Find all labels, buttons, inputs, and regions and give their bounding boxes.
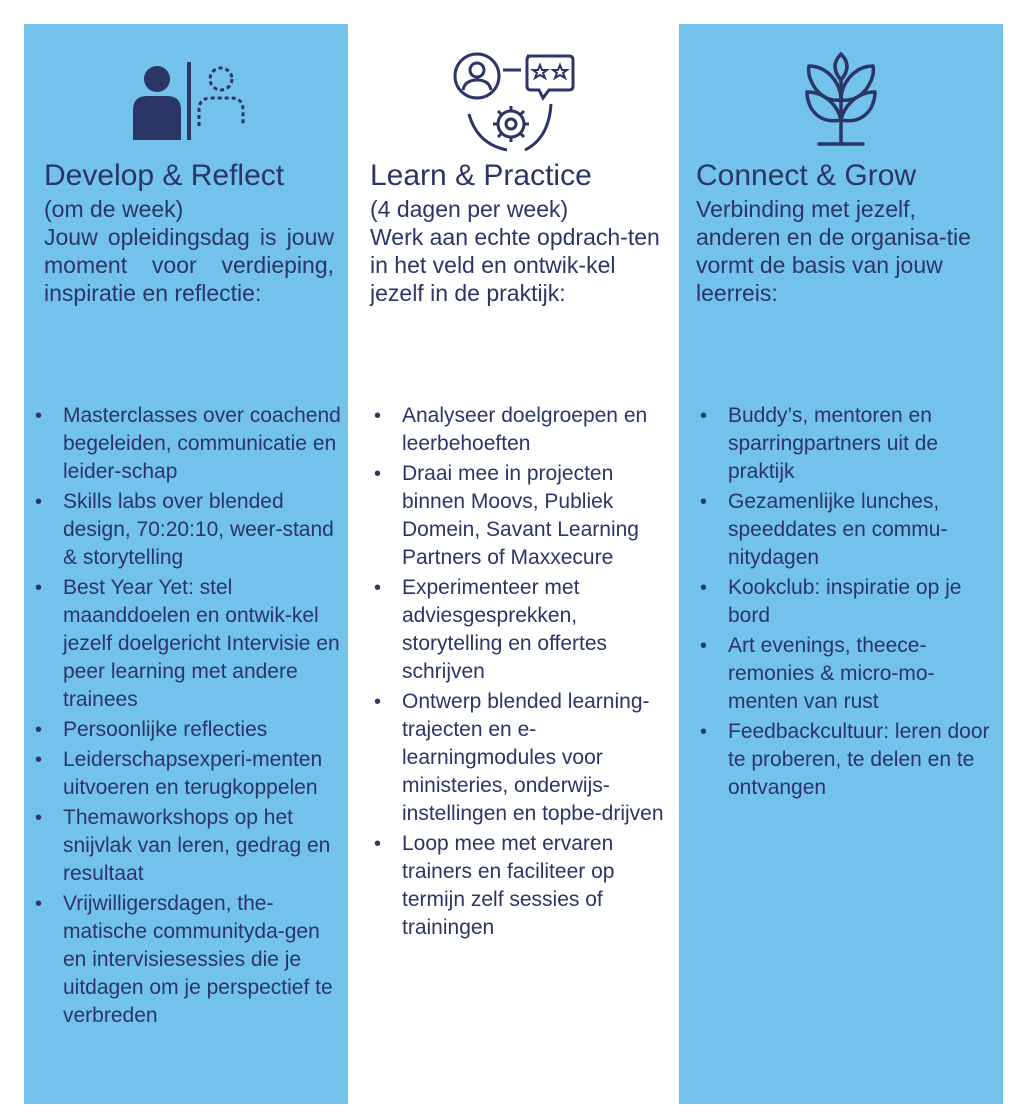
- column-title: Connect & Grow: [696, 159, 917, 192]
- person-silhouette-icon: [131, 62, 251, 140]
- develop-reflect-column: [24, 24, 348, 1104]
- activity-list: [728, 402, 998, 804]
- column-subtitle: (4 dagen per week): [370, 196, 569, 222]
- list-item: • Persoonlijke reflecties: [63, 716, 343, 744]
- column-title: Develop & Reflect: [44, 159, 285, 192]
- list-item: • Best Year Yet: stel maanddoelen en ontwik-kel jezelf doelgericht Intervisie en peer learning met andere trainees: [63, 574, 343, 714]
- column-subtitle: (om de week): [44, 196, 184, 222]
- list-item: • Art evenings, theece-remonies & micro-mo-menten van rust: [728, 632, 998, 716]
- activity-list: [63, 402, 343, 1032]
- list-item: • Loop mee met ervaren trainers en faciliteer op termijn zelf sessies of trainingen: [402, 830, 672, 942]
- list-item: • Buddy’s, mentoren en sparringpartners uit de praktijk: [728, 402, 998, 486]
- list-item: • Themaworkshops op het snijvlak van leren, gedrag en resultaat: [63, 804, 343, 888]
- column-intro: Jouw opleidingsdag is jouw moment voor verdieping, inspiratie en reflectie:: [44, 224, 334, 306]
- list-item: • Masterclasses over coachend begeleiden, communicatie en leider-schap: [63, 402, 343, 486]
- list-item: • Skills labs over blended design, 70:20:10, weer-stand & storytelling: [63, 488, 343, 572]
- activity-list: [402, 402, 672, 944]
- user-rating-gear-icon: [451, 52, 577, 152]
- learn-practice-column: [348, 24, 679, 1104]
- column-title: Learn & Practice: [370, 159, 592, 192]
- connect-grow-column: [679, 24, 1003, 1104]
- list-item: • Draai mee in projecten binnen Moovs, Publiek Domein, Savant Learning Partners of Maxxecure: [402, 460, 672, 572]
- plant-sprout-icon: [805, 52, 877, 146]
- list-item: • Kookclub: inspiratie op je bord: [728, 574, 998, 630]
- list-item: • Feedbackcultuur: leren door te proberen, te delen en te ontvangen: [728, 718, 998, 802]
- column-intro: Werk aan echte opdrach-ten in het veld en ontwik-kel jezelf in de praktijk:: [370, 224, 660, 306]
- list-item: • Ontwerp blended learning-trajecten en e-learningmodules voor ministeries, onderwijs-instellingen en topbe-drijven: [402, 688, 672, 828]
- list-item: • Gezamenlijke lunches, speeddates en commu-nitydagen: [728, 488, 998, 572]
- list-item: • Experimenteer met adviesgesprekken, storytelling en offertes schrijven: [402, 574, 672, 686]
- list-item: • Vrijwilligersdagen, the-matische communityda-gen en intervisiesessies die je uitdagen om je perspectief te verbreden: [63, 890, 343, 1030]
- list-item: • Leiderschapsexperi-menten uitvoeren en terugkoppelen: [63, 746, 343, 802]
- column-intro: Verbinding met jezelf, anderen en de organisa-tie vormt de basis van jouw leerreis:: [696, 196, 971, 306]
- list-item: • Analyseer doelgroepen en leerbehoeften: [402, 402, 672, 458]
